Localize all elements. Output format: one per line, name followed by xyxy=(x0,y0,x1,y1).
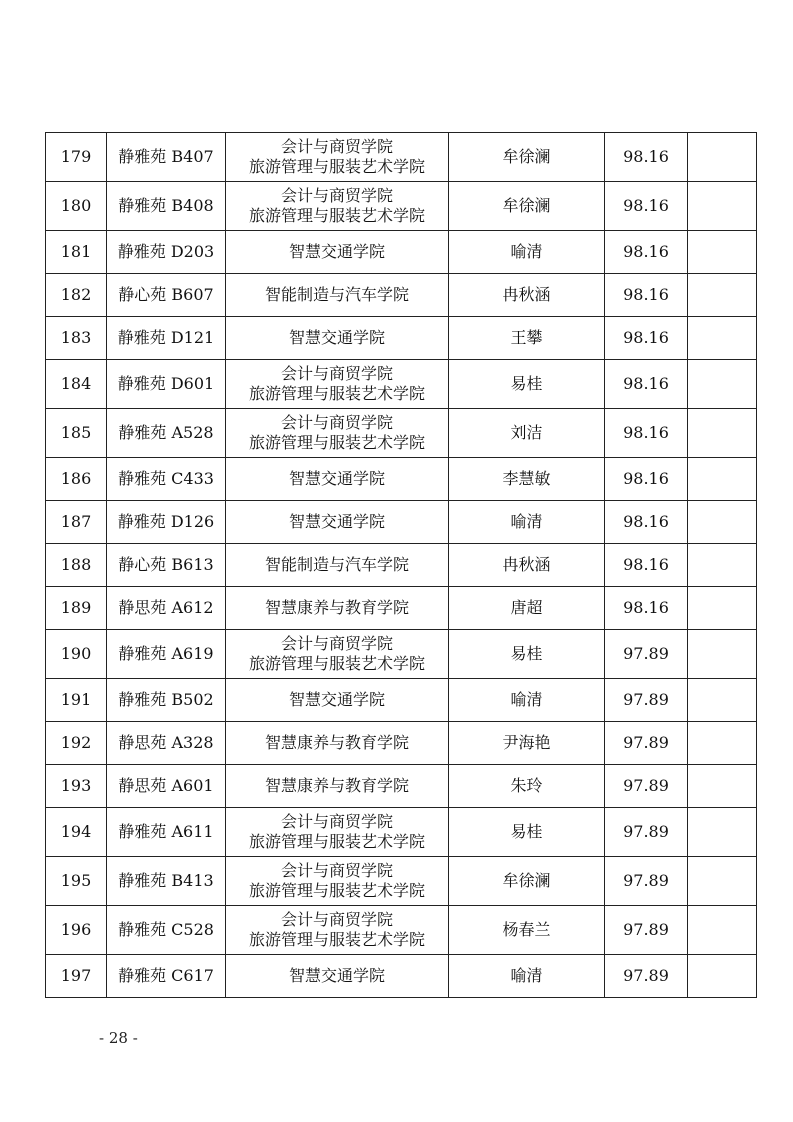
college-name: 智慧交通学院 xyxy=(288,966,385,985)
table-row xyxy=(46,458,757,501)
college-name: 旅游管理与服装艺术学院 xyxy=(248,881,425,900)
room-cell: 静雅苑 C617 xyxy=(107,955,226,998)
score-cell: 97.89 xyxy=(605,857,688,906)
row-number-cell: 182 xyxy=(46,274,107,317)
score-cell: 97.89 xyxy=(605,722,688,765)
college-name: 会计与商贸学院 xyxy=(280,364,393,383)
table-row xyxy=(46,587,757,630)
score-cell: 98.16 xyxy=(605,133,688,182)
score-cell: 97.89 xyxy=(605,765,688,808)
room-cell: 静雅苑 D126 xyxy=(107,501,226,544)
college-cell xyxy=(226,722,449,765)
score-cell: 97.89 xyxy=(605,679,688,722)
row-number-cell: 187 xyxy=(46,501,107,544)
college-name: 会计与商贸学院 xyxy=(280,137,393,156)
college-name: 会计与商贸学院 xyxy=(280,186,393,205)
person-name-cell: 刘洁 xyxy=(449,409,605,458)
score-cell: 98.16 xyxy=(605,360,688,409)
note-cell xyxy=(688,182,757,231)
note-cell xyxy=(688,409,757,458)
score-cell: 98.16 xyxy=(605,182,688,231)
college-name: 旅游管理与服装艺术学院 xyxy=(248,384,425,403)
college-cell xyxy=(226,765,449,808)
row-number-cell: 181 xyxy=(46,231,107,274)
row-number-cell: 195 xyxy=(46,857,107,906)
note-cell xyxy=(688,722,757,765)
row-number-cell: 188 xyxy=(46,544,107,587)
note-cell xyxy=(688,955,757,998)
college-name: 旅游管理与服装艺术学院 xyxy=(248,157,425,176)
row-number-cell: 185 xyxy=(46,409,107,458)
college-name: 旅游管理与服装艺术学院 xyxy=(248,433,425,452)
row-number-cell: 180 xyxy=(46,182,107,231)
person-name-cell: 冉秋涵 xyxy=(449,544,605,587)
room-cell: 静思苑 A612 xyxy=(107,587,226,630)
college-cell xyxy=(226,133,449,182)
person-name-cell: 牟徐澜 xyxy=(449,133,605,182)
room-cell: 静雅苑 C433 xyxy=(107,458,226,501)
room-cell: 静雅苑 B502 xyxy=(107,679,226,722)
note-cell xyxy=(688,857,757,906)
person-name-cell: 唐超 xyxy=(449,587,605,630)
table-row xyxy=(46,765,757,808)
college-cell xyxy=(226,544,449,587)
table-body xyxy=(46,133,757,998)
table-row xyxy=(46,360,757,409)
note-cell xyxy=(688,317,757,360)
note-cell xyxy=(688,544,757,587)
college-cell xyxy=(226,317,449,360)
room-cell: 静心苑 B613 xyxy=(107,544,226,587)
person-name-cell: 杨春兰 xyxy=(449,906,605,955)
score-cell: 98.16 xyxy=(605,458,688,501)
college-name: 智慧交通学院 xyxy=(288,469,385,488)
row-number-cell: 190 xyxy=(46,630,107,679)
college-name: 智慧交通学院 xyxy=(288,690,385,709)
person-name-cell: 喻清 xyxy=(449,501,605,544)
person-name-cell: 喻清 xyxy=(449,231,605,274)
score-cell: 98.16 xyxy=(605,544,688,587)
table-row xyxy=(46,544,757,587)
room-cell: 静心苑 B607 xyxy=(107,274,226,317)
room-cell: 静雅苑 D601 xyxy=(107,360,226,409)
room-cell: 静雅苑 B407 xyxy=(107,133,226,182)
row-number-cell: 194 xyxy=(46,808,107,857)
room-cell: 静雅苑 D203 xyxy=(107,231,226,274)
room-cell: 静雅苑 A619 xyxy=(107,630,226,679)
note-cell xyxy=(688,231,757,274)
row-number-cell: 196 xyxy=(46,906,107,955)
room-cell: 静雅苑 B413 xyxy=(107,857,226,906)
row-number-cell: 192 xyxy=(46,722,107,765)
college-cell xyxy=(226,458,449,501)
table-row xyxy=(46,182,757,231)
college-name: 会计与商贸学院 xyxy=(280,910,393,929)
college-name: 智慧交通学院 xyxy=(288,242,385,261)
room-cell: 静思苑 A601 xyxy=(107,765,226,808)
score-cell: 97.89 xyxy=(605,906,688,955)
room-cell: 静雅苑 A611 xyxy=(107,808,226,857)
table-row xyxy=(46,955,757,998)
table-row xyxy=(46,317,757,360)
table-row xyxy=(46,722,757,765)
note-cell xyxy=(688,587,757,630)
row-number-cell: 183 xyxy=(46,317,107,360)
college-cell xyxy=(226,679,449,722)
row-number-cell: 193 xyxy=(46,765,107,808)
college-cell xyxy=(226,808,449,857)
college-cell xyxy=(226,630,449,679)
college-name: 会计与商贸学院 xyxy=(280,634,393,653)
college-cell xyxy=(226,360,449,409)
room-cell: 静雅苑 A528 xyxy=(107,409,226,458)
college-name: 智慧交通学院 xyxy=(288,512,385,531)
room-cell: 静雅苑 B408 xyxy=(107,182,226,231)
table-row xyxy=(46,808,757,857)
note-cell xyxy=(688,133,757,182)
row-number-cell: 179 xyxy=(46,133,107,182)
dormitory-score-table-container xyxy=(45,132,750,998)
college-cell xyxy=(226,274,449,317)
college-name: 智能制造与汽车学院 xyxy=(264,285,409,304)
table-row xyxy=(46,133,757,182)
college-cell xyxy=(226,955,449,998)
college-name: 旅游管理与服装艺术学院 xyxy=(248,206,425,225)
room-cell: 静雅苑 C528 xyxy=(107,906,226,955)
room-cell: 静思苑 A328 xyxy=(107,722,226,765)
score-cell: 98.16 xyxy=(605,501,688,544)
score-cell: 98.16 xyxy=(605,409,688,458)
row-number-cell: 191 xyxy=(46,679,107,722)
college-cell xyxy=(226,857,449,906)
college-cell xyxy=(226,231,449,274)
note-cell xyxy=(688,501,757,544)
note-cell xyxy=(688,906,757,955)
college-cell xyxy=(226,501,449,544)
row-number-cell: 189 xyxy=(46,587,107,630)
score-cell: 97.89 xyxy=(605,808,688,857)
row-number-cell: 197 xyxy=(46,955,107,998)
person-name-cell: 牟徐澜 xyxy=(449,182,605,231)
college-name: 旅游管理与服装艺术学院 xyxy=(248,930,425,949)
person-name-cell: 喻清 xyxy=(449,955,605,998)
score-cell: 97.89 xyxy=(605,630,688,679)
note-cell xyxy=(688,630,757,679)
table-row xyxy=(46,906,757,955)
table-row xyxy=(46,274,757,317)
person-name-cell: 王攀 xyxy=(449,317,605,360)
person-name-cell: 尹海艳 xyxy=(449,722,605,765)
page-number: - 28 - xyxy=(99,1029,138,1047)
person-name-cell: 易桂 xyxy=(449,808,605,857)
college-cell xyxy=(226,587,449,630)
score-cell: 98.16 xyxy=(605,231,688,274)
score-cell: 98.16 xyxy=(605,587,688,630)
note-cell xyxy=(688,360,757,409)
college-name: 智慧康养与教育学院 xyxy=(264,733,409,752)
table-row xyxy=(46,857,757,906)
college-name: 会计与商贸学院 xyxy=(280,413,393,432)
college-name: 智能制造与汽车学院 xyxy=(264,555,409,574)
dormitory-score-table xyxy=(45,132,757,998)
table-row xyxy=(46,630,757,679)
score-cell: 98.16 xyxy=(605,274,688,317)
college-cell xyxy=(226,906,449,955)
college-name: 会计与商贸学院 xyxy=(280,812,393,831)
person-name-cell: 喻清 xyxy=(449,679,605,722)
note-cell xyxy=(688,458,757,501)
person-name-cell: 牟徐澜 xyxy=(449,857,605,906)
note-cell xyxy=(688,765,757,808)
note-cell xyxy=(688,274,757,317)
college-name: 旅游管理与服装艺术学院 xyxy=(248,832,425,851)
note-cell xyxy=(688,808,757,857)
person-name-cell: 朱玲 xyxy=(449,765,605,808)
person-name-cell: 易桂 xyxy=(449,630,605,679)
college-name: 智慧交通学院 xyxy=(288,328,385,347)
table-row xyxy=(46,231,757,274)
person-name-cell: 易桂 xyxy=(449,360,605,409)
college-name: 智慧康养与教育学院 xyxy=(264,776,409,795)
college-name: 会计与商贸学院 xyxy=(280,861,393,880)
college-cell xyxy=(226,409,449,458)
table-row xyxy=(46,679,757,722)
score-cell: 97.89 xyxy=(605,955,688,998)
note-cell xyxy=(688,679,757,722)
table-row xyxy=(46,409,757,458)
table-row xyxy=(46,501,757,544)
college-name: 智慧康养与教育学院 xyxy=(264,598,409,617)
college-cell xyxy=(226,182,449,231)
score-cell: 98.16 xyxy=(605,317,688,360)
room-cell: 静雅苑 D121 xyxy=(107,317,226,360)
person-name-cell: 冉秋涵 xyxy=(449,274,605,317)
row-number-cell: 186 xyxy=(46,458,107,501)
college-name: 旅游管理与服装艺术学院 xyxy=(248,654,425,673)
person-name-cell: 李慧敏 xyxy=(449,458,605,501)
row-number-cell: 184 xyxy=(46,360,107,409)
